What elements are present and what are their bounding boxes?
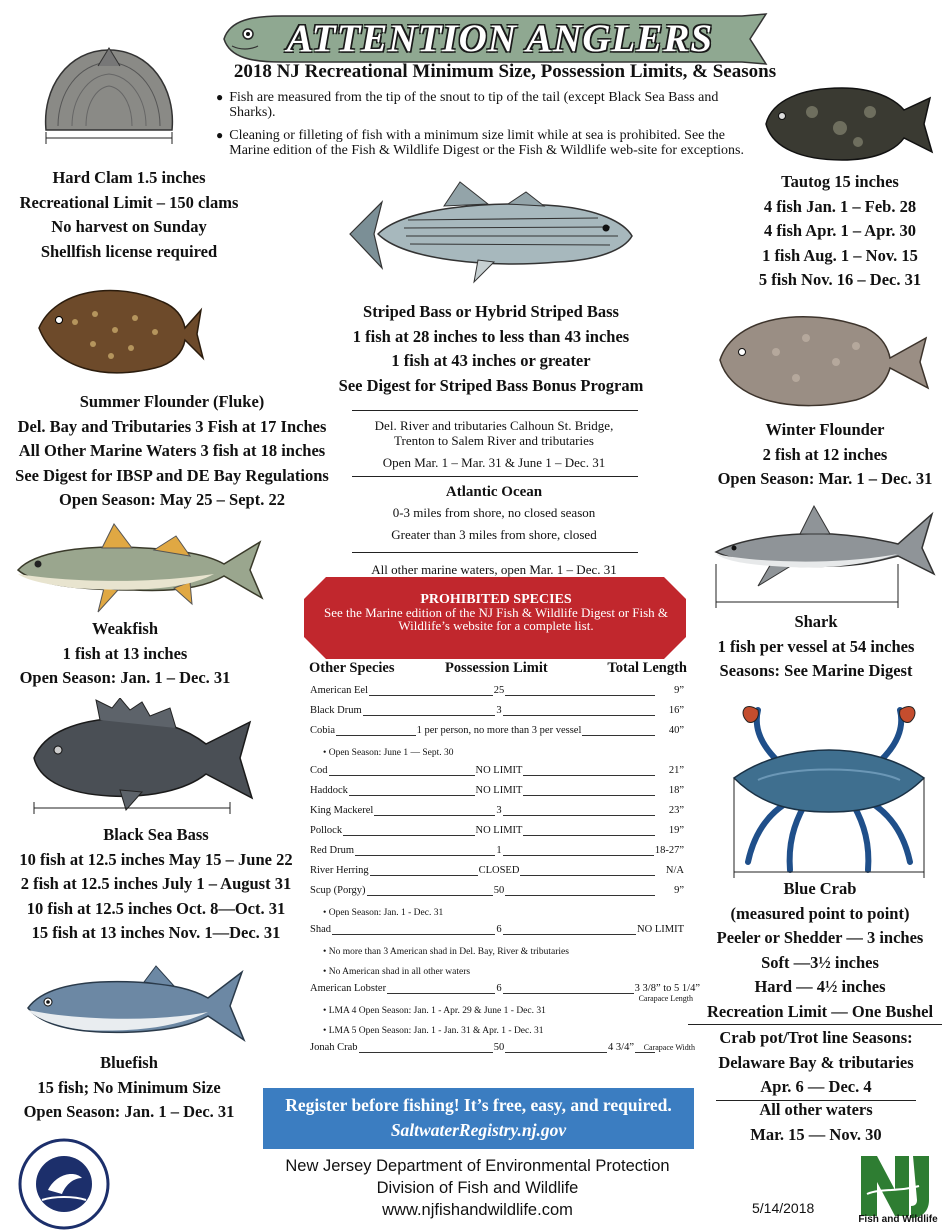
divider xyxy=(352,476,638,477)
species-line: (measured point to point) xyxy=(730,903,910,923)
crab-seasons-line: Delaware Bay & tributaries xyxy=(718,1052,914,1072)
table-row-note: • LMA 5 Open Season: Jan. 1 - Jan. 31 & Apr. 1 - Dec. 31 xyxy=(323,1025,544,1036)
nj-logo-caption: Fish and Wildlife xyxy=(858,1214,938,1225)
species-cell: American Lobster xyxy=(310,983,387,994)
shark-illustration xyxy=(712,502,938,610)
species-name: Shark xyxy=(794,612,838,631)
species-name: Blue Crab xyxy=(783,879,857,898)
del-river-note: Del. River and tributaries Calhoun St. Bridge, Trenton to Salem River and tributaries Open Mar. 1 – Mar. 31 & June 1 – Dec. 31 xyxy=(374,418,614,470)
bullet-dot: • xyxy=(323,947,329,957)
species-line: Open Season: May 25 – Sept. 22 xyxy=(59,490,285,509)
limit-cell: 6 xyxy=(496,924,502,935)
prohibited-description: See the Marine edition of the NJ Fish & Wildlife Digest or Fish & Wildlife’s website for a complete list. xyxy=(323,605,669,633)
footer xyxy=(250,1155,705,1221)
divider xyxy=(352,552,638,553)
shark-info xyxy=(700,610,932,684)
table-row xyxy=(309,825,689,839)
species-cell: Cod xyxy=(310,764,328,776)
length-cell: 19” xyxy=(668,824,684,836)
limit-cell: NO LIMIT xyxy=(475,764,523,776)
prohibited-species-text xyxy=(316,593,676,632)
table-row xyxy=(309,865,689,879)
weakfish-illustration xyxy=(14,518,266,614)
table-row xyxy=(309,924,689,938)
species-name: Winter Flounder xyxy=(765,420,885,439)
table-row xyxy=(309,1042,695,1056)
species-name: Bluefish xyxy=(100,1053,158,1072)
table-header: Other Species xyxy=(309,660,395,676)
dep-seal-logo xyxy=(18,1138,110,1230)
crab-seasons-line: All other waters xyxy=(759,1100,873,1119)
limit-cell: 3 xyxy=(496,705,502,716)
species-line: See Digest for IBSP and DE Bay Regulations xyxy=(15,465,329,485)
species-cell: American Eel xyxy=(310,685,369,696)
registry-link[interactable]: SaltwaterRegistry.nj.gov xyxy=(390,1120,567,1140)
species-line: 2 fish at 12 inches xyxy=(762,444,888,464)
bullet-dot: • xyxy=(323,748,329,758)
species-line: 10 fish at 12.5 inches May 15 – June 22 xyxy=(19,849,293,869)
table-row xyxy=(309,685,689,699)
species-line: 2 fish at 12.5 inches July 1 – August 31 xyxy=(20,874,292,893)
bullet-dot: • xyxy=(323,1025,329,1036)
hard-clam-info xyxy=(0,166,258,264)
species-cell: Haddock xyxy=(310,784,348,796)
table-row xyxy=(309,725,689,739)
table-row xyxy=(309,845,689,859)
species-line: All Other Marine Waters 3 fish at 18 inches xyxy=(18,441,326,460)
striped-bass-illustration xyxy=(348,180,636,288)
page-subtitle: 2018 NJ Recreational Minimum Size, Possession Limits, & Seasons xyxy=(233,61,777,82)
limit-cell: 50 xyxy=(493,1042,505,1053)
bluefish-illustration xyxy=(24,962,246,1048)
species-line: 5 fish Nov. 16 – Dec. 31 xyxy=(758,270,922,289)
nj-fish-wildlife-logo xyxy=(855,1146,941,1224)
footer-line: Division of Fish and Wildlife xyxy=(376,1179,579,1197)
tautog-info xyxy=(730,170,950,293)
species-cell: Scup (Porgy) xyxy=(310,884,366,896)
species-cell: Shad xyxy=(310,924,331,935)
species-name: Hard Clam 1.5 inches xyxy=(52,168,206,187)
table-row-note: • Open Season: June 1 — Sept. 30 xyxy=(323,748,454,758)
species-cell: Black Drum xyxy=(310,705,362,716)
species-line: Open Season: Jan. 1 – Dec. 31 xyxy=(23,1102,235,1121)
species-name: Striped Bass or Hybrid Striped Bass xyxy=(363,302,619,321)
bluefish-info xyxy=(0,1051,258,1125)
blue-crab-illustration xyxy=(718,694,940,878)
species-line: No harvest on Sunday xyxy=(51,217,207,236)
species-cell: King Mackerel xyxy=(310,804,374,816)
length-cell: 9” xyxy=(674,685,684,696)
length-cell: NO LIMIT xyxy=(637,924,684,935)
species-cell: Pollock xyxy=(310,824,343,836)
species-line: 1 fish at 28 inches to less than 43 inches xyxy=(352,326,630,346)
limit-cell: 1 xyxy=(496,844,502,856)
species-name: Summer Flounder (Fluke) xyxy=(79,392,265,411)
crab-seasons-line: Mar. 15 — Nov. 30 xyxy=(750,1124,882,1144)
divider xyxy=(688,1024,942,1025)
length-cell: 16” xyxy=(668,705,684,716)
table-header: Total Length xyxy=(607,660,687,676)
species-line: 1 fish at 13 inches xyxy=(62,643,188,663)
table-row xyxy=(309,885,689,899)
table-row-note: • No American shad in all other waters xyxy=(323,966,471,977)
species-line: Recreational Limit – 150 clams xyxy=(19,192,239,212)
publish-date: 5/14/2018 xyxy=(752,1200,815,1216)
length-cell: 18-27” xyxy=(654,844,684,856)
species-line: Shellfish license required xyxy=(40,241,218,261)
species-name: Black Sea Bass xyxy=(103,825,209,844)
species-line: Del. Bay and Tributaries 3 Fish at 17 Inches xyxy=(17,416,327,436)
species-line: Soft —3½ inches xyxy=(761,952,879,972)
limit-cell: 6 xyxy=(496,983,502,994)
limit-cell: NO LIMIT xyxy=(475,824,523,836)
species-line: See Digest for Striped Bass Bonus Program xyxy=(338,375,644,395)
bullet-dot: • xyxy=(323,966,329,977)
length-note: Carapace Width xyxy=(643,1043,695,1052)
table-row-note: • No more than 3 American shad in Del. Bay, River & tributaries xyxy=(323,947,569,957)
species-line: Open Season: Jan. 1 – Dec. 31 xyxy=(19,668,231,687)
atlantic-ocean-note: Atlantic Ocean 0-3 miles from shore, no closed season Greater than 3 miles from shore, closed xyxy=(391,484,597,542)
species-cell: Red Drum xyxy=(310,844,355,856)
summer-flounder-info xyxy=(0,390,344,513)
species-cell: Jonah Crab xyxy=(310,1042,358,1053)
length-cell: 4 3/4” xyxy=(608,1042,634,1053)
species-name: Tautog 15 inches xyxy=(781,172,899,191)
length-note: Carapace Length xyxy=(638,994,693,1003)
other-marine-waters-note: All other marine waters, open Mar. 1 – Dec. 31 xyxy=(371,562,617,577)
bullet-list xyxy=(216,90,756,158)
table-row xyxy=(309,705,689,719)
limit-cell: 50 xyxy=(493,884,505,896)
species-line: 1 fish Aug. 1 – Nov. 15 xyxy=(762,245,918,265)
winter-flounder-info xyxy=(700,418,950,492)
table-row xyxy=(309,785,689,799)
table-row xyxy=(309,765,689,779)
weakfish-info xyxy=(0,617,250,691)
table-row-note: • Open Season: Jan. 1 - Dec. 31 xyxy=(323,907,444,918)
species-line: 15 fish; No Minimum Size xyxy=(37,1077,221,1097)
blue-crab-info xyxy=(690,877,950,1024)
limit-cell: 25 xyxy=(493,685,505,696)
length-cell: N/A xyxy=(665,864,684,876)
bullet-dot: • xyxy=(323,1006,329,1016)
length-cell: 9” xyxy=(674,884,684,896)
species-line: 4 fish Apr. 1 – Apr. 30 xyxy=(764,221,916,240)
length-cell: 3 3/8” to 5 1/4” xyxy=(634,983,700,994)
table-row xyxy=(309,983,700,1003)
footer-line: New Jersey Department of Environmental Protection xyxy=(285,1157,670,1175)
species-line: 15 fish at 13 inches Nov. 1—Dec. 31 xyxy=(31,923,281,942)
bullet-item: ● Cleaning or filleting of fish with a minimum size limit while at sea is prohibited. See the Marine edition of the Fish & Wildlife Digest or the Fish & Wildlife web-site for exceptions. xyxy=(216,128,744,158)
crab-pot-seasons-other xyxy=(690,1098,942,1147)
bullet-dot: • xyxy=(323,907,329,918)
limit-cell: CLOSED xyxy=(478,864,520,876)
bullet-item: ● Fish are measured from the tip of the snout to tip of the tail (except Black Sea Bass and Sharks). xyxy=(216,90,719,120)
table-row-note: • LMA 4 Open Season: Jan. 1 - Apr. 29 & June 1 - Dec. 31 xyxy=(323,1006,546,1016)
limit-cell: 3 xyxy=(496,804,502,816)
black-sea-bass-info xyxy=(0,823,312,946)
summer-flounder-illustration xyxy=(35,278,205,384)
species-line: Peeler or Shedder — 3 inches xyxy=(716,928,924,947)
limit-cell: NO LIMIT xyxy=(475,784,523,796)
black-sea-bass-illustration xyxy=(30,698,255,816)
length-cell: 21” xyxy=(668,764,684,776)
register-text: Register before fishing! It’s free, easy, and required. xyxy=(285,1095,672,1115)
limit-cell: 1 per person, no more than 3 per vessel xyxy=(416,725,582,736)
register-banner xyxy=(263,1088,694,1149)
length-cell: 18” xyxy=(668,784,684,796)
banner-title: ATTENTION ANGLERS xyxy=(286,17,714,60)
crab-seasons-line: Apr. 6 — Dec. 4 xyxy=(760,1077,872,1096)
species-name: Weakfish xyxy=(91,619,159,638)
species-line: Hard — 4½ inches xyxy=(754,977,886,996)
species-cell: Cobia xyxy=(310,725,336,736)
species-line: 1 fish at 43 inches or greater xyxy=(391,351,591,370)
crab-pot-seasons xyxy=(690,1026,942,1100)
crab-seasons-title: Crab pot/Trot line Seasons: xyxy=(719,1028,913,1047)
divider xyxy=(352,410,638,411)
species-line: Seasons: See Marine Digest xyxy=(719,661,913,680)
table-header: Possession Limit xyxy=(445,660,548,676)
tautog-illustration xyxy=(762,78,934,170)
species-line: Recreation Limit — One Bushel xyxy=(706,1001,934,1021)
species-line: Open Season: Mar. 1 – Dec. 31 xyxy=(717,469,933,488)
length-cell: 40” xyxy=(668,725,684,736)
prohibited-title: PROHIBITED SPECIES xyxy=(420,592,572,607)
species-line: 4 fish Jan. 1 – Feb. 28 xyxy=(763,196,917,216)
hard-clam-illustration xyxy=(38,38,180,148)
species-line: 10 fish at 12.5 inches Oct. 8—Oct. 31 xyxy=(26,898,286,918)
length-cell: 23” xyxy=(668,804,684,816)
footer-website-link[interactable]: www.njfishandwildlife.com xyxy=(382,1201,573,1219)
species-line: 1 fish per vessel at 54 inches xyxy=(717,636,915,656)
winter-flounder-illustration xyxy=(716,302,932,414)
table-row xyxy=(309,805,689,819)
species-cell: River Herring xyxy=(310,864,369,876)
striped-bass-info xyxy=(330,300,652,398)
